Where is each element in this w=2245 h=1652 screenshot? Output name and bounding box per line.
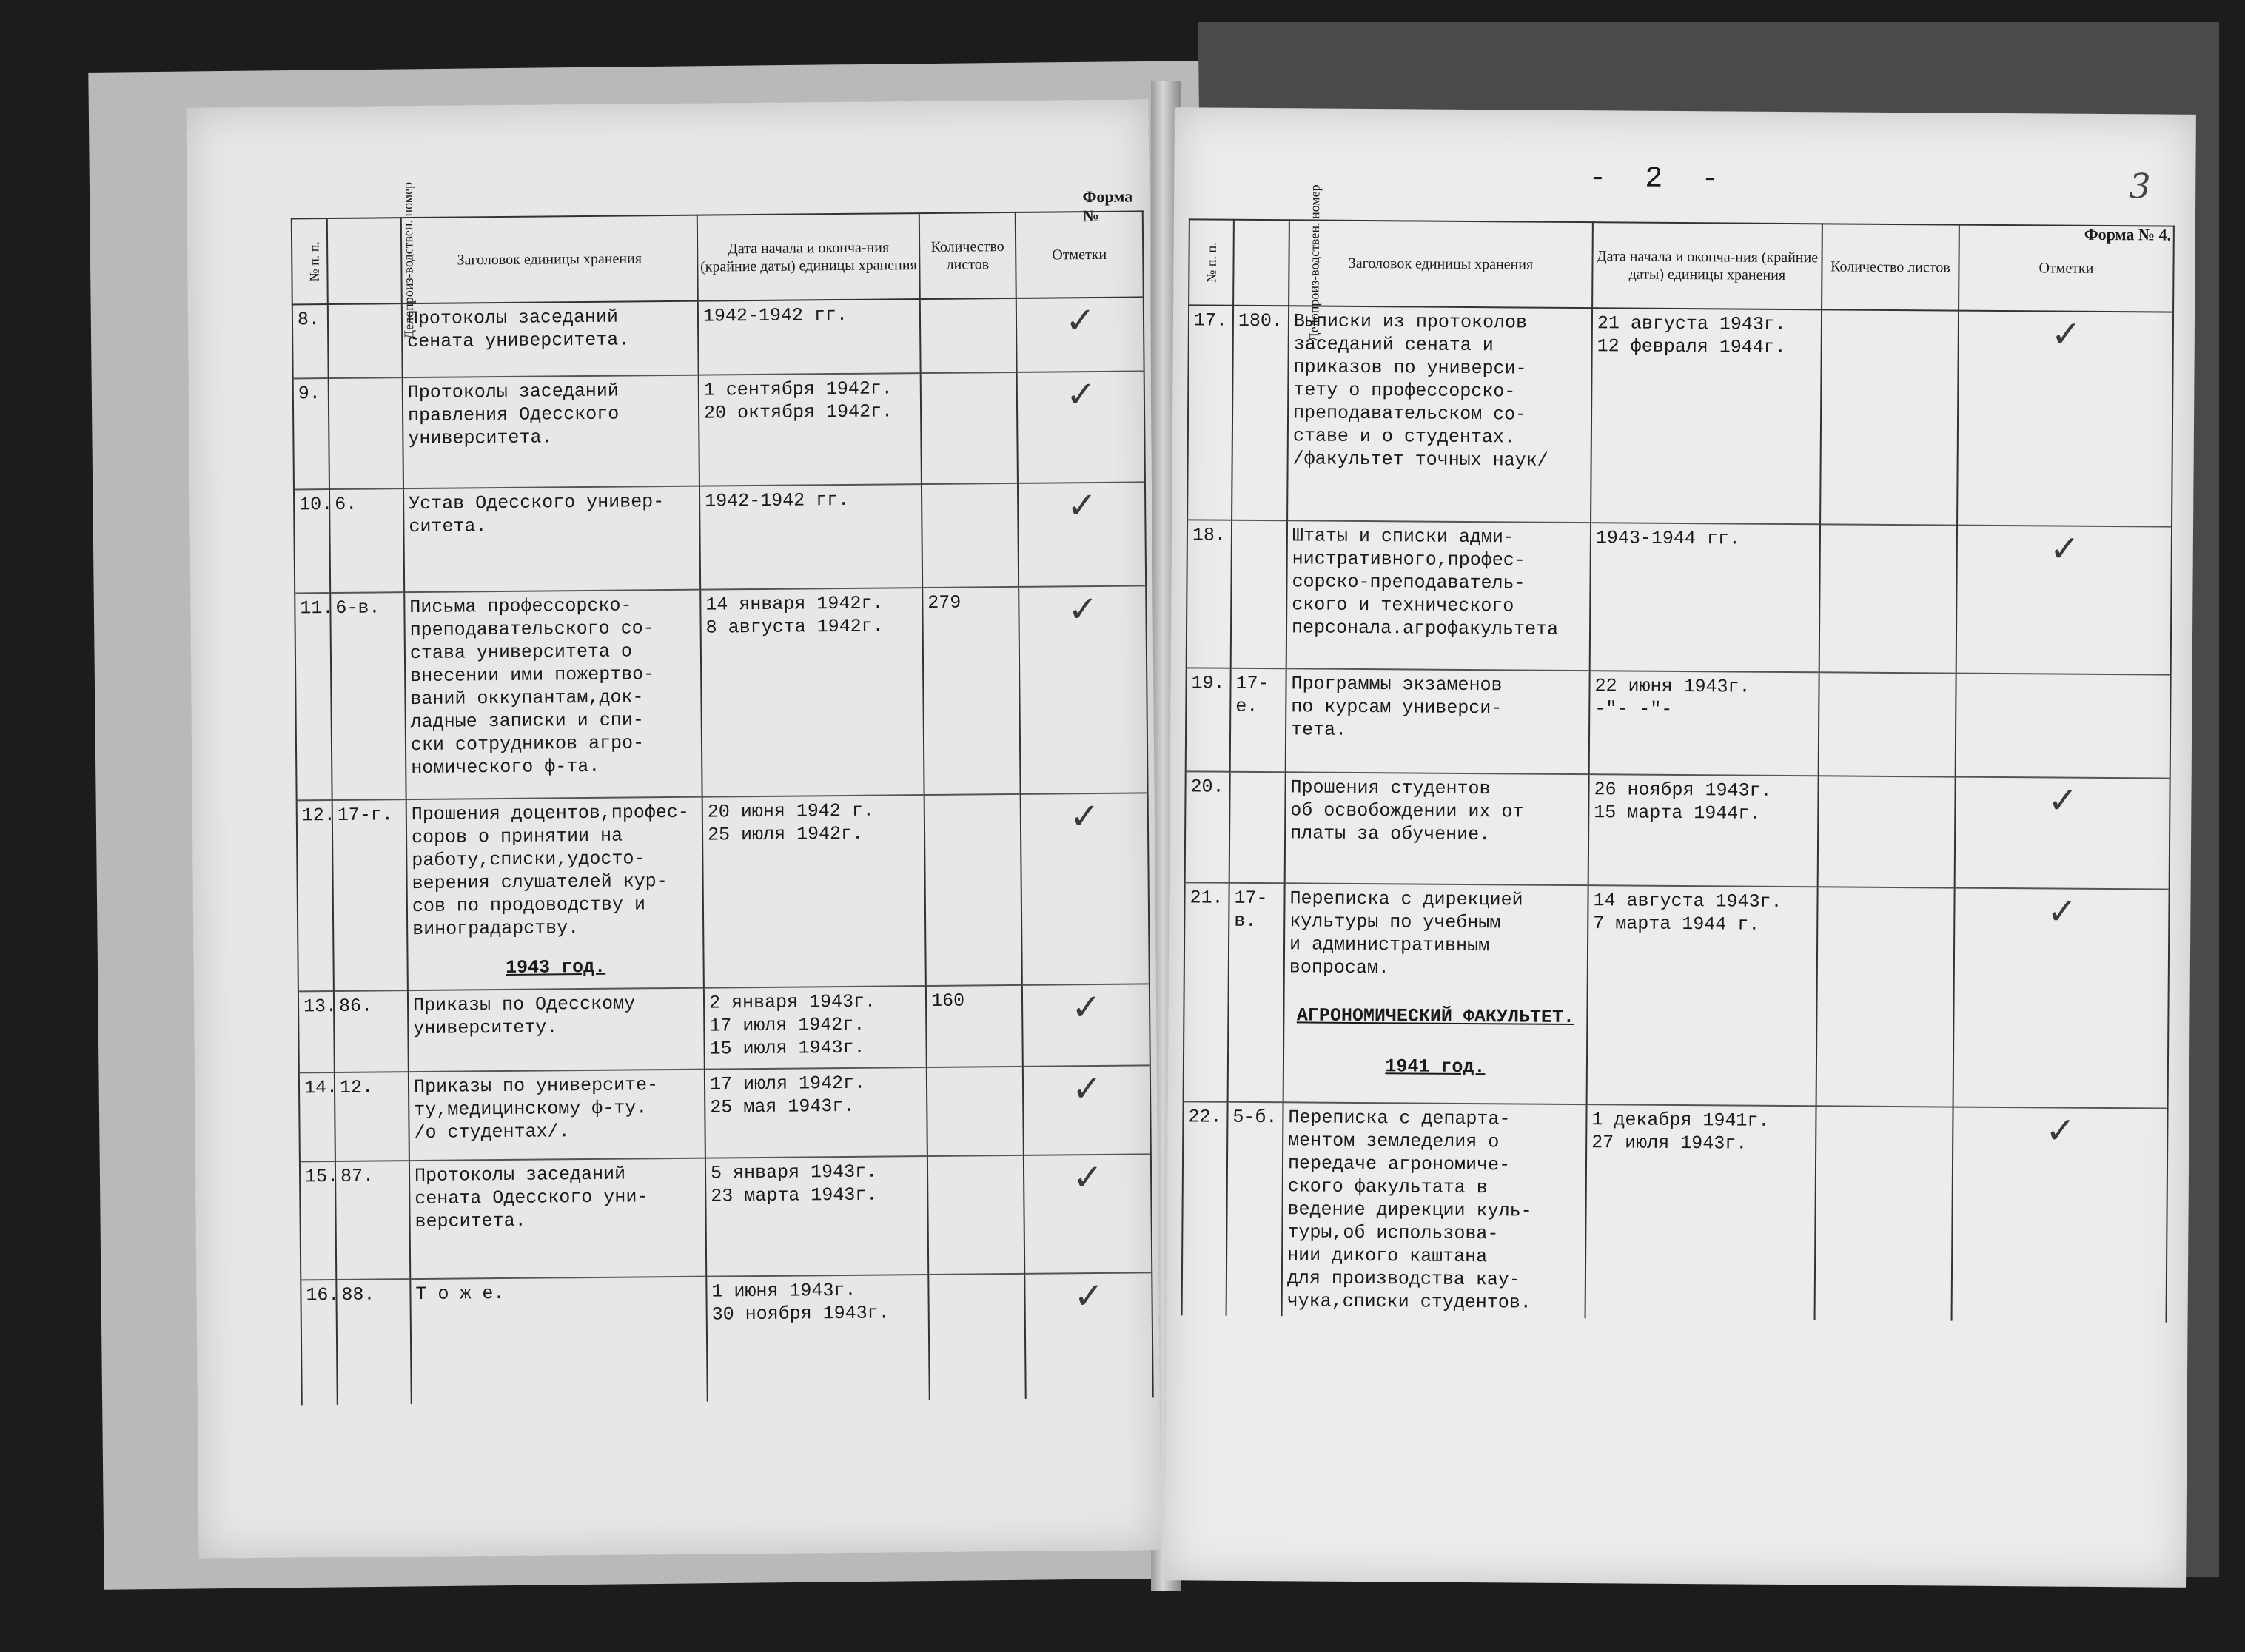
empty-cell [1816,1055,1953,1107]
right-rows [1182,305,2173,1322]
col-count-header: Количество листов [919,212,1016,299]
item-dates: 1942-1942 гг. [698,299,921,375]
row-number: 10. [294,489,330,593]
register-row [1187,305,2173,526]
sheet-count [920,298,1017,373]
item-dates: 14 августа 1943г. 7 марта 1944 г. [1588,885,1818,1004]
empty-cell [298,955,333,991]
check-mark: ✓ [1019,585,1147,793]
row-number: 18. [1187,520,1232,668]
sheet-number-handwritten: 3 [2129,166,2151,206]
sheet-count: 279 [922,587,1020,795]
row-number: 14. [299,1072,335,1161]
check-mark: ✓ [1023,1065,1151,1155]
item-title: Прошения студентов об освобождении их от платы за обучение. [1285,772,1589,885]
register-row [301,1272,1152,1405]
check-mark: ✓ [1957,311,2173,527]
case-number: 5-б. [1226,1102,1283,1317]
item-dates: 2 января 1943г. 17 июля 1942г. 15 июля 1943г. [704,986,927,1070]
col-num-header: № п. п. [292,218,328,304]
form-label: Форма № 4. [2084,224,2172,244]
register-row [299,1065,1151,1161]
sheet-count [922,483,1019,588]
register-row [1185,771,2170,889]
case-number: 6-в. [330,592,406,800]
empty-cell [703,950,925,988]
check-mark: ✓ [1024,1154,1152,1273]
check-mark: ✓ [1022,984,1150,1066]
sheet-count [928,1274,1025,1400]
check-mark: ✓ [1024,1272,1152,1398]
row-number: 9. [293,378,329,489]
sheet-count [1819,672,1956,776]
register-row [292,297,1144,378]
case-number [329,377,403,489]
sheet-count [921,372,1018,484]
left-rows [292,297,1153,1405]
col-title-header: Заголовок единицы хранения [401,215,698,303]
case-number: 12. [335,1072,409,1161]
row-number: 11. [295,593,332,800]
sheet-count [1817,887,1955,1005]
empty-cell [1021,947,1149,984]
row-number: 15. [300,1161,336,1280]
row-number: 13. [298,991,335,1072]
empty-cell [333,954,407,991]
case-number: 87. [335,1161,410,1280]
section-heading: 1941 год. [1283,1051,1587,1104]
check-mark: ✓ [1016,297,1144,372]
empty-cell [1184,1000,1228,1050]
form-label: Форма № [1082,187,1133,226]
col-notes-header: Отметки [1959,225,2174,312]
sheet-count: 160 [926,985,1023,1067]
row-number: 12. [297,800,334,955]
item-dates: 21 августа 1943г. 12 февраля 1944г. [1591,308,1822,524]
item-title: Приказы по университе- ту,медицинскому ф-ту. /о студентах/. [409,1070,705,1161]
item-title: Выписки из протоколов заседаний сената и приказов по универси- тету о профессорско- преподавательском со- ставе и о студентах. /факультет точных наук/ [1287,306,1592,523]
row-number: 8. [292,304,329,378]
sheet-count [1815,1106,1953,1320]
register-row [297,793,1150,955]
item-title: Штаты и списки адми- нистративного,профес- сорско-преподаватель- ского и технического персонала.агрофакультета [1286,520,1591,671]
case-number: 88. [336,1279,411,1405]
check-mark: ✓ [1017,371,1145,483]
empty-cell [1587,1053,1816,1106]
empty-cell [1587,1003,1816,1055]
sheet-count [927,1155,1024,1275]
col-notes-header: Отметки [1016,211,1144,298]
empty-cell [1816,1004,1953,1055]
section-heading: АГРОНОМИЧЕСКИЙ ФАКУЛЬТЕТ. [1283,1001,1587,1053]
section-heading-row [1184,1000,2168,1057]
empty-cell [925,949,1021,986]
row-number: 22. [1182,1101,1228,1315]
row-number: 20. [1185,771,1230,882]
empty-cell [1953,1056,2168,1109]
item-dates: 26 ноября 1943г. 15 марта 1944г. [1588,774,1819,887]
item-title: Устав Одесского универ- ситета. [403,486,700,592]
register-row [1182,1101,2168,1322]
item-dates: 1942-1942 гг. [699,484,922,590]
case-number: 17-в. [1229,883,1285,1001]
sheet-count [924,794,1022,950]
row-number: 19. [1186,668,1231,771]
col-dates-header: Дата начала и оконча-ния (крайние даты) единицы хранения [1592,222,1822,309]
register-row [294,482,1146,593]
item-title: Письма профессорско- преподавательского со- става университета о внесении ими пожертво- ваний оккупантам,док- ладные записки и спи- ски сотрудников агро- номического ф-та. [404,590,702,799]
item-dates: 1 сентября 1942г. 20 октября 1942г. [699,373,922,486]
left-page [186,99,1161,1558]
row-number: 21. [1184,882,1229,1000]
register-row [298,984,1150,1072]
case-number [1229,772,1286,884]
section-heading: 1943 год. [407,952,703,990]
empty-cell [1228,1051,1283,1103]
check-mark: ✓ [1954,888,2170,1007]
item-title: Переписка с департа- ментом земледелия о передаче агрономиче- ского факультата в ведение дирекции куль- туры,об использова- нии дикого каштана для производства кау- чука,списки студентов. [1282,1102,1587,1318]
empty-cell [1184,1050,1228,1101]
col-case-header: Делопроиз-водствен. номер [327,218,402,304]
item-title: Программы экзаменов по курсам универси- тета. [1286,668,1590,774]
item-dates: 1 июня 1943г. 30 ноября 1943г. [706,1275,929,1402]
item-dates: 14 января 1942г. 8 августа 1942г. [700,588,924,797]
sheet-count [1818,776,1956,887]
check-mark: ✓ [1956,526,2172,675]
row-number: 17. [1187,305,1233,520]
item-title: Т о ж е. [410,1277,707,1404]
col-case-header: Делопроиз-водствен. номер [1233,220,1289,306]
check-mark: ✓ [1021,793,1150,948]
case-number: 86. [334,990,409,1072]
col-dates-header: Дата начала и оконча-ния (крайние даты) единицы хранения [697,213,920,301]
register-table-right [1181,184,2175,1322]
register-row [1186,668,2171,778]
register-row [295,585,1147,800]
case-number: 180. [1232,306,1289,521]
case-number: 6. [329,488,404,593]
page-number: - 2 - [1588,162,1730,197]
item-dates: 5 января 1943г. 23 марта 1943г. [705,1156,928,1277]
item-dates: 17 июля 1942г. 25 мая 1943г. [705,1067,927,1158]
section-heading-row [1184,1050,2168,1108]
sheet-count [1819,524,1957,673]
check-mark: ✓ [1952,1107,2168,1323]
register-row [293,371,1145,489]
case-number: 17-е. [1230,668,1286,773]
item-title: Протоколы заседаний сената Одесского уни- верситета. [409,1158,706,1279]
col-title-header: Заголовок единицы хранения [1289,220,1593,308]
col-num-header: № п. п. [1189,219,1234,305]
register-row [1187,520,2172,674]
register-row [300,1154,1152,1280]
item-title: Протоколы заседаний сената университета. [402,301,699,377]
row-number: 16. [301,1280,337,1405]
item-title: Переписка с дирекцией культуры по учебным и административным вопросам. [1284,883,1588,1003]
empty-cell [1228,1001,1283,1052]
item-dates: 1 декабря 1941г. 27 июля 1943г. [1585,1104,1816,1320]
item-title: Приказы по Одесскому университету. [408,988,705,1072]
col-count-header: Количество листов [1822,224,1959,310]
right-page [1164,107,2196,1588]
register-row [1184,882,2170,1007]
item-dates: 1943-1944 гг. [1590,523,1820,672]
empty-cell [1953,1006,2168,1058]
item-dates: 22 июня 1943г. -"- -"- [1589,671,1819,776]
item-dates: 20 июня 1942 г. 25 июля 1942г. [702,795,926,952]
check-mark: ✓ [1018,482,1146,586]
sheet-count [1820,309,1959,525]
item-title: Прошения доцентов,профес- соров о принятии на работу,списки,удосто- верения слушателей кур- сов по продоводству и виноградарству. [406,797,704,954]
case-number [328,303,403,378]
sheet-count [927,1067,1024,1156]
item-title: Протоколы заседаний правления Одесского университета. [403,375,699,488]
case-number: 17-г. [332,799,408,955]
case-number [1231,520,1287,669]
check-mark [1956,674,2171,779]
check-mark: ✓ [1955,777,2170,890]
